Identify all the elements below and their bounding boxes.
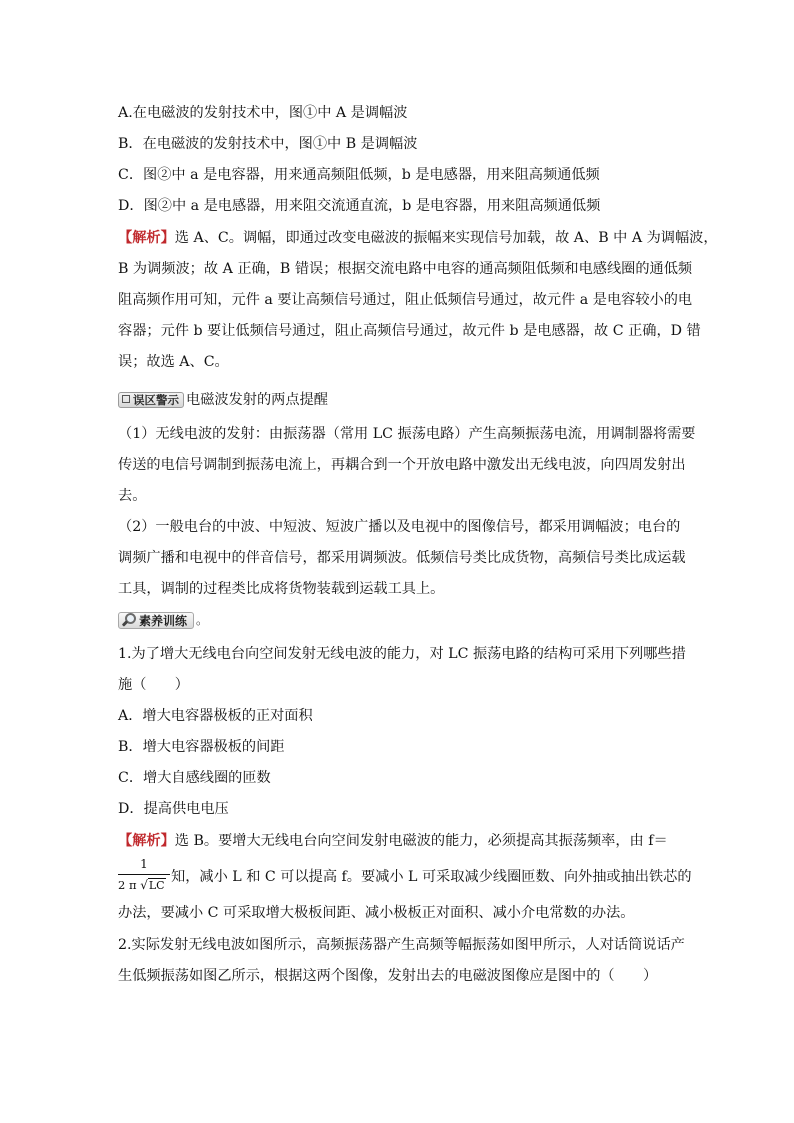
warning-p2-line-1: （2）一般电台的中波、中短波、短波广播以及电视中的图像信号，都采用调幅波；电台的 (118, 519, 681, 535)
q1-option-b: B．增大电容器极板的间距 (118, 739, 285, 755)
training-heading: 素养训练 。 (118, 610, 208, 630)
q1-option-d: D．提高供电电压 (118, 801, 229, 817)
q1-stem-line-2: 施（ ） (118, 677, 189, 693)
analysis-2-line-1 (118, 831, 668, 851)
q2-stem-line-1: 2.实际发射无线电波如图所示，高频振荡器产生高频等幅振荡如图甲所示，人对话筒说话产 (118, 937, 685, 953)
fraction-bar (118, 874, 170, 875)
analysis-text: 选 B。要增大无线电台向空间发射电磁波的能力，必须提高其振荡频率，由 f＝ (174, 833, 668, 849)
warning-p2-line-3: 工具，调制的过程类比成将货物装载到运载工具上。 (118, 581, 445, 597)
q2-stem-line-2: 生低频振荡如图乙所示，根据这两个图像，发射出去的电磁波图像应是图中的（ ） (118, 968, 658, 984)
sqrt-symbol: √ (140, 878, 148, 892)
analysis-1-line-4: 容器；元件 b 要让低频信号通过，阻止高频信号通过，故元件 b 是电感器，故 C 正确，D 错 (118, 323, 701, 339)
analysis-text: 选 A、C。调幅，即通过改变电磁波的振幅来实现信号加载，故 A、B 中 A 为调幅波， (174, 230, 718, 246)
q1-stem-line-1: 1.为了增大无线电台向空间发射无线电波的能力，对 LC 振荡电路的结构可采用下列哪些措 (118, 646, 686, 662)
warning-heading (118, 390, 328, 410)
frequency-formula (118, 857, 170, 897)
analysis-label: 【解析】 (118, 833, 175, 849)
analysis-label: 【解析】 (118, 230, 175, 246)
formula-denominator: 2 π √LC (118, 878, 165, 892)
warning-title: 电磁波发射的两点提醒 (186, 392, 328, 408)
option-b: B．在电磁波的发射技术中，图①中 B 是调幅波 (118, 136, 418, 152)
option-a: A.在电磁波的发射技术中，图①中 A 是调幅波 (118, 105, 408, 121)
option-d: D．图②中 a 是电感器，用来阻交流通直流，b 是电容器，用来阻高频通低频 (118, 198, 601, 214)
warning-p1-line-3: 去。 (118, 488, 147, 504)
warning-p1-line-1: （1）无线电波的发射：由振荡器（常用 LC 振荡电路）产生高频振荡电流，用调制器将需要 (118, 426, 696, 442)
square-icon (122, 395, 130, 403)
analysis-1-line-3: 阻高频作用可知，元件 a 要让高频信号通过，阻止低频信号通过，故元件 a 是电容较小的电 (118, 292, 693, 308)
warning-badge: 误区警示 (118, 392, 184, 408)
warning-p2-line-2: 调频广播和电视中的伴音信号，都采用调频波。低频信号类比成货物，高频信号类比成运载 (118, 550, 686, 566)
analysis-1-line-5: 误；故选 A、C。 (118, 354, 229, 370)
radicand: LC (148, 879, 165, 892)
warning-p1-line-2: 传送的电信号调制到振荡电流上，再耦合到一个开放电路中激发出无线电波，向四周发射出 (118, 457, 686, 473)
magnifier-icon (121, 613, 135, 627)
option-c: C．图②中 a 是电容器，用来通高频阻低频，b 是电感器，用来阻高频通低频 (118, 167, 600, 183)
training-badge: 素养训练 (118, 612, 194, 629)
analysis-2-line-3: 办法，要减小 C 可采取增大极板间距、减小极板正对面积、减小介电常数的办法。 (118, 905, 635, 921)
formula-numerator: 1 (140, 857, 148, 871)
analysis-2-line-2: 知，减小 L 和 C 可以提高 f。要减小 L 可采取减少线圈匝数、向外抽或抽出铁芯的 (171, 869, 692, 885)
analysis-1-line-1 (118, 228, 718, 248)
q1-option-a: A．增大电容器极板的正对面积 (118, 708, 313, 724)
analysis-1-line-2: B 为调频波；故 A 正确，B 错误；根据交流电路中电容的通高频阻低频和电感线圈的通低频 (118, 261, 693, 277)
q1-option-c: C．增大自感线圈的匝数 (118, 770, 271, 786)
